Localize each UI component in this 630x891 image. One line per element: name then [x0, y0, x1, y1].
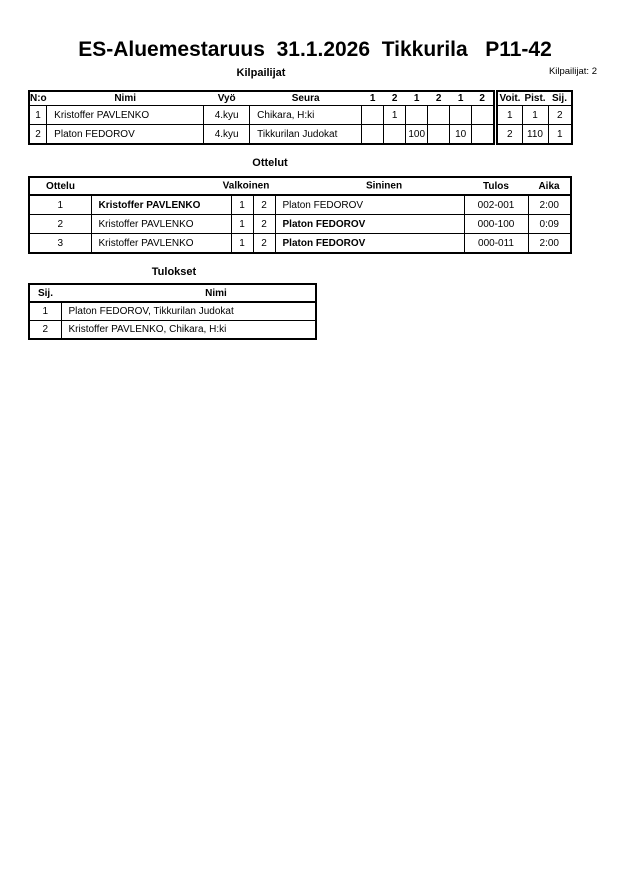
matches-table [28, 176, 572, 254]
match-number: 3 [29, 234, 91, 254]
kilpailijat-section-heading: Kilpailijat [236, 67, 286, 79]
col-header-no: N:o [30, 93, 47, 104]
score-cell: 100 [406, 125, 428, 145]
competitor-row [29, 106, 494, 125]
points-value: 1 [522, 106, 548, 125]
wins-value: 1 [497, 106, 522, 125]
points-table [496, 90, 573, 145]
result-row [29, 302, 316, 321]
white-fighter-name: Kristoffer PAVLENKO [91, 195, 231, 215]
white-fighter-number: 1 [231, 195, 253, 215]
competitor-belt: 4.kyu [204, 125, 250, 145]
col-header-pist: Pist. [522, 91, 548, 106]
match-result: 000-100 [464, 215, 528, 234]
competitor-club: Tikkurilan Judokat [250, 125, 362, 145]
result-placement: 1 [29, 302, 61, 321]
competitor-club: Chikara, H:ki [250, 106, 362, 125]
match-number: 1 [29, 195, 91, 215]
col-header-nimi: Nimi [47, 91, 204, 106]
blue-fighter-number: 2 [253, 195, 275, 215]
match-time: 2:00 [528, 195, 571, 215]
result-name: Kristoffer PAVLENKO, Chikara, H:ki [61, 321, 316, 340]
col-header-score-3: 1 [406, 91, 428, 106]
col-header-score-6: 2 [472, 91, 494, 106]
result-row [29, 321, 316, 340]
match-time: 2:00 [528, 234, 571, 254]
competitors-count-label: Kilpailijat: 2 [548, 66, 597, 77]
competitor-number: 2 [29, 125, 47, 145]
score-cell [450, 106, 472, 125]
match-time: 0:09 [528, 215, 571, 234]
match-result: 000-011 [464, 234, 528, 254]
blue-fighter-name: Platon FEDOROV [275, 195, 464, 215]
competitor-belt: 4.kyu [204, 106, 250, 125]
points-row [497, 106, 572, 125]
placement-value: 2 [548, 106, 572, 125]
col-header-aika: Aika [528, 177, 571, 195]
col-header-nimi-results: Nimi [61, 284, 316, 302]
col-header-vyo: Vyö [204, 91, 250, 106]
blue-fighter-number: 2 [253, 234, 275, 254]
blue-fighter-name: Platon FEDOROV [275, 234, 464, 254]
match-number: 2 [29, 215, 91, 234]
wins-value: 2 [497, 125, 522, 145]
col-header-sij: Sij. [548, 91, 572, 106]
score-cell: 1 [384, 106, 406, 125]
competitors-header-row [29, 91, 494, 106]
results-table [28, 283, 317, 340]
col-header-seura: Seura [250, 91, 362, 106]
match-row [29, 234, 571, 254]
points-row [497, 125, 572, 145]
match-row [29, 215, 571, 234]
competitors-table [28, 90, 495, 145]
score-cell [362, 125, 384, 145]
competitor-name: Kristoffer PAVLENKO [47, 106, 204, 125]
results-header-row [29, 284, 316, 302]
match-row [29, 195, 571, 215]
white-fighter-number: 1 [231, 215, 253, 234]
col-header-valkoinen: Valkoinen [222, 180, 270, 192]
score-cell [384, 125, 406, 145]
white-fighter-name: Kristoffer PAVLENKO [91, 215, 231, 234]
col-header-score-4: 2 [428, 91, 450, 106]
col-header-score-2: 2 [384, 91, 406, 106]
col-header-score-5: 1 [450, 91, 472, 106]
match-result: 002-001 [464, 195, 528, 215]
col-header-voit: Voit. [497, 91, 522, 106]
col-header-ottelu: Ottelu [29, 177, 91, 195]
score-cell [362, 106, 384, 125]
competitor-row [29, 125, 494, 145]
blue-fighter-number: 2 [253, 215, 275, 234]
col-header-sij-results: Sij. [29, 284, 61, 302]
score-cell [428, 106, 450, 125]
placement-value: 1 [548, 125, 572, 145]
score-cell [406, 106, 428, 125]
white-fighter-name: Kristoffer PAVLENKO [91, 234, 231, 254]
col-header-score-1: 1 [362, 91, 384, 106]
competitor-name: Platon FEDOROV [47, 125, 204, 145]
tulokset-section-heading: Tulokset [151, 266, 197, 278]
white-fighter-number: 1 [231, 234, 253, 254]
score-cell [472, 125, 494, 145]
col-header-fighters [91, 177, 464, 195]
score-cell [472, 106, 494, 125]
matches-header-row [29, 177, 571, 195]
competitor-number: 1 [29, 106, 47, 125]
points-value: 110 [522, 125, 548, 145]
points-header-row [497, 91, 572, 106]
result-placement: 2 [29, 321, 61, 340]
ottelut-section-heading: Ottelut [252, 157, 288, 169]
result-name: Platon FEDOROV, Tikkurilan Judokat [61, 302, 316, 321]
score-cell [428, 125, 450, 145]
col-header-sininen: Sininen [365, 180, 403, 192]
col-header-tulos: Tulos [464, 177, 528, 195]
page-title: ES-Aluemestaruus 31.1.2026 Tikkurila P11-42 [78, 38, 552, 61]
score-cell: 10 [450, 125, 472, 145]
blue-fighter-name: Platon FEDOROV [275, 215, 464, 234]
